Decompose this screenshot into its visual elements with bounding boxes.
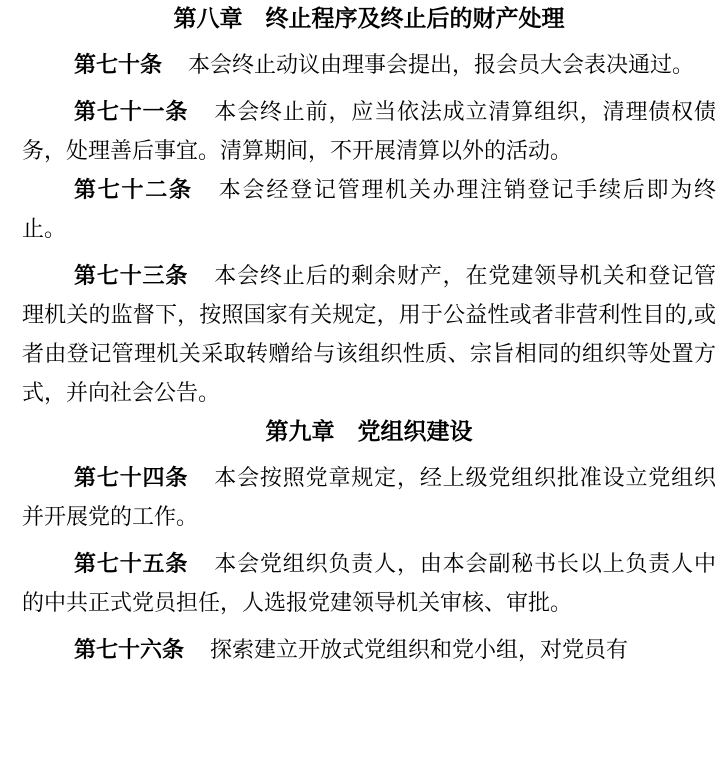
article-number: 第七十三条 <box>74 263 189 289</box>
chapter-9-title: 第九章 党组织建设 <box>265 419 473 445</box>
article-text: 探索建立开放式党组织和党小组，对党员有 <box>210 638 629 663</box>
article-number: 第七十条 <box>74 52 163 78</box>
article-number: 第七十一条 <box>74 99 189 125</box>
article-text: 本会终止后的剩余财产，在党建领导机关和登记管理机关的监督下，按照国家有关规定，用于公益性或者非营利性目的,或者由登记管理机关采取转赠给与该组织性质、宗旨相同的组织等处置方式，并向社会公告。 <box>22 264 716 406</box>
chapter-8-title: 第八章 终止程序及终止后的财产处理 <box>173 6 565 32</box>
article-text: 本会经登记管理机关办理注销登记手续后即为终止。 <box>22 178 716 242</box>
article-text: 本会终止动议由理事会提出，报会员大会表决通过。 <box>188 53 695 78</box>
article-number: 第七十五条 <box>74 551 189 577</box>
article-number: 第七十二条 <box>74 177 193 203</box>
article-75 <box>22 545 716 623</box>
article-72 <box>22 171 716 249</box>
article-text: 本会党组织负责人，由本会副秘书长以上负责人中的中共正式党员担任，人选报党建领导机关审核、审批。 <box>22 552 716 616</box>
document-page <box>22 0 716 670</box>
article-number: 第七十四条 <box>74 465 189 491</box>
article-71 <box>22 93 716 171</box>
article-73 <box>22 257 716 413</box>
article-70 <box>22 46 716 85</box>
article-text: 本会按照党章规定，经上级党组织批准设立党组织并开展党的工作。 <box>22 466 716 530</box>
article-text: 本会终止前，应当依法成立清算组织，清理债权债务，处理善后事宜。清算期间，不开展清算以外的活动。 <box>22 100 716 164</box>
article-74 <box>22 459 716 537</box>
article-number: 第七十六条 <box>74 637 185 663</box>
article-76 <box>22 631 716 670</box>
